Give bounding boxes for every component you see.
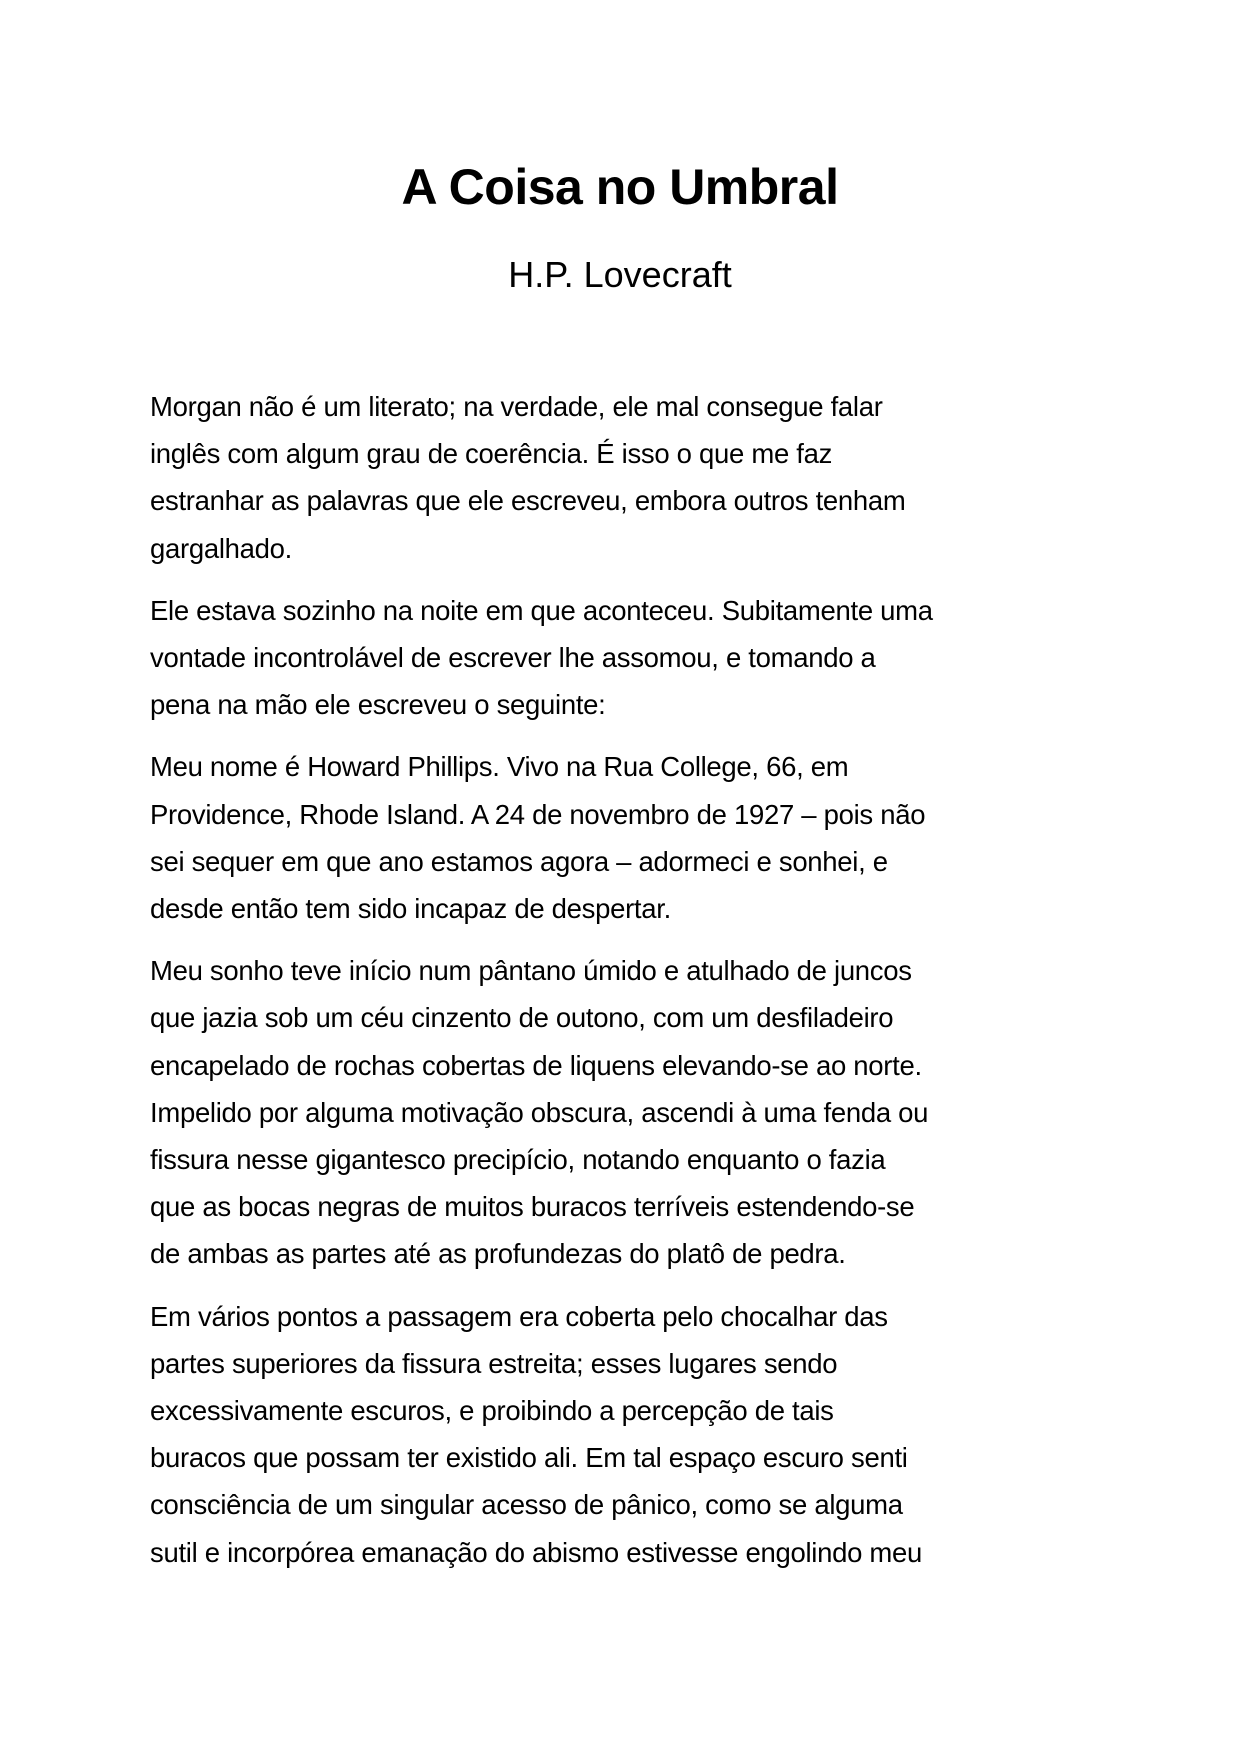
text-line: pena na mão ele escreveu o seguinte: [150,689,606,721]
document-title: A Coisa no Umbral [401,159,839,215]
text-line: Providence, Rhode Island. A 24 de novembro de 1927 – pois não [150,798,926,830]
text-line: encapelado de rochas cobertas de liquens elevando-se ao norte. [150,1049,922,1081]
text-line: de ambas as partes até as profundezas do platô de pedra. [150,1238,846,1270]
text-line: vontade incontrolável de escrever lhe assomou, e tomando a [150,642,876,674]
paragraph [150,743,1110,932]
text-line: Impelido por alguma motivação obscura, ascendi à uma fenda ou [150,1096,929,1128]
document-body [150,383,1110,1591]
text-line: consciência de um singular acesso de pânico, como se alguma [150,1489,903,1521]
text-line: Em vários pontos a passagem era coberta pelo chocalhar das [150,1300,888,1332]
text-line: Meu nome é Howard Phillips. Vivo na Rua College, 66, em [150,751,849,783]
text-line: estranhar as palavras que ele escreveu, embora outros tenham [150,485,906,517]
text-line: sutil e incorpórea emanação do abismo estivesse engolindo meu [150,1536,923,1568]
paragraph [150,587,1110,729]
text-line: desde então tem sido incapaz de despertar. [150,893,671,925]
text-line: partes superiores da fissura estreita; esses lugares sendo [150,1347,838,1379]
text-line: fissura nesse gigantesco precipício, notando enquanto o fazia [150,1144,886,1176]
text-line: buracos que possam ter existido ali. Em tal espaço escuro senti [150,1442,908,1474]
paragraph [150,383,1110,572]
text-line: gargalhado. [150,532,292,564]
text-line: inglês com algum grau de coerência. É isso o que me faz [150,438,833,470]
paragraph [150,947,1110,1277]
paragraph [150,1293,1110,1576]
text-line: Morgan não é um literato; na verdade, ele mal consegue falar [150,391,883,422]
text-line: excessivamente escuros, e proibindo a percepção de tais [150,1395,834,1427]
text-line: Ele estava sozinho na noite em que aconteceu. Subitamente uma [150,594,933,626]
text-line: sei sequer em que ano estamos agora – adormeci e sonhei, e [150,845,888,877]
text-line: Meu sonho teve início num pântano úmido e atulhado de juncos [150,955,912,987]
document-author: H.P. Lovecraft [508,254,732,295]
text-line: que as bocas negras de muitos buracos terríveis estendendo-se [150,1191,915,1223]
text-line: que jazia sob um céu cinzento de outono, com um desfiladeiro [150,1002,894,1034]
